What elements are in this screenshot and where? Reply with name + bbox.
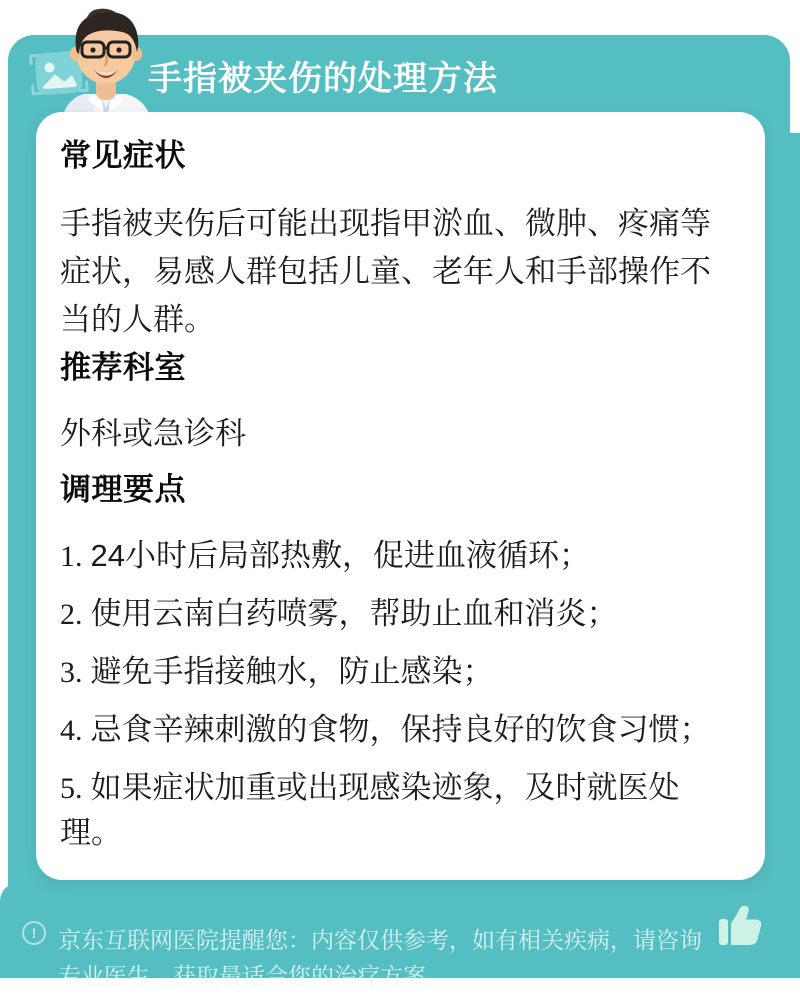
section-heading-symptoms: 常见症状	[60, 138, 186, 173]
alert-circle-icon: !	[22, 921, 46, 945]
list-item-number: 1.	[60, 540, 83, 573]
department-text: 外科或急诊科	[60, 416, 246, 451]
list-item	[60, 534, 741, 579]
thumbs-up-icon[interactable]	[716, 905, 764, 949]
disclaimer-text: 京东互联网医院提醒您：内容仅供参考，如有相关疾病，请咨询专业医生，获取最适合您的治疗方案	[58, 927, 702, 989]
list-item-number: 3.	[60, 656, 83, 689]
list-item-number: 4.	[60, 714, 83, 747]
symptoms-text: 手指被夹伤后可能出现指甲淤血、微肿、疼痛等症状，易感人群包括儿童、老年人和手部操作不当的人群。	[60, 206, 711, 337]
page-title: 手指被夹伤的处理方法	[148, 60, 498, 98]
section-heading-department: 推荐科室	[60, 350, 186, 385]
list-item-text: 如果症状加重或出现感染迹象，及时就医处理。	[60, 770, 680, 850]
teal-background-right-layer	[760, 133, 800, 978]
list-item-text: 忌食辛辣刺激的食物，保持良好的饮食习惯；	[90, 712, 711, 747]
section-heading-tips: 调理要点	[60, 472, 186, 507]
list-item-number: 5.	[60, 772, 83, 805]
list-item	[60, 650, 741, 695]
tips-list	[60, 534, 741, 855]
list-item-text: 使用云南白药喷雾，帮助止血和消炎；	[90, 596, 618, 631]
list-item-number: 2.	[60, 598, 83, 631]
list-item	[60, 708, 741, 753]
list-item	[60, 592, 741, 637]
list-item	[60, 766, 741, 855]
list-item-text: 24小时后局部热敷，促进血液循环；	[90, 538, 590, 573]
list-item-text: 避免手指接触水，防止感染；	[90, 654, 494, 689]
content-card	[36, 112, 765, 880]
